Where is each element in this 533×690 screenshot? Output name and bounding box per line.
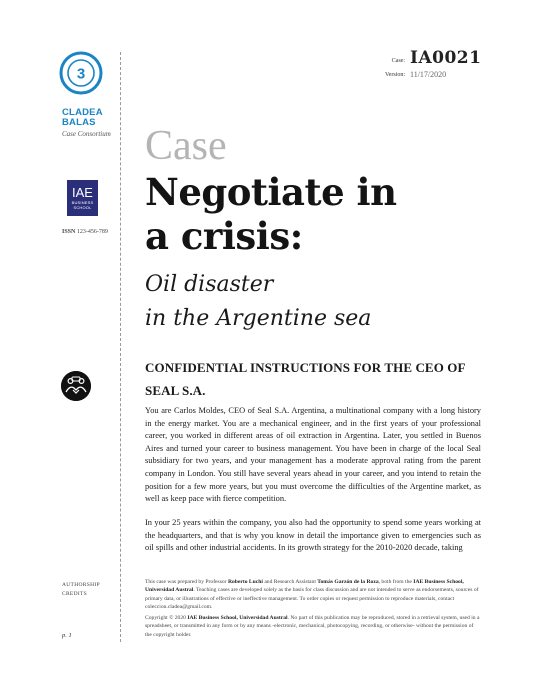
- section-heading-line1: CONFIDENTIAL INSTRUCTIONS FOR THE CEO OF: [145, 360, 466, 375]
- footnote-school: IAE Business School, Universidad Austral: [145, 579, 464, 594]
- copyright-text: . No part of this publication may be reproduced, stored in a retrieval system, used in a spreadsheet, or transmitted in any form or by any means -electronic, mechanical, photocopying, recording, or otherwise- without the permission of the copyright holder.: [145, 615, 480, 638]
- footnote-text: This case was prepared by Professor: [145, 579, 228, 585]
- footnote-text: . Teaching cases are developed solely as the basis for class discussion and are not intended to serve as endorsements, sources of primary data, or illustrations of effective or ineffective management. To order copies or request permission to reproduce materials, contact coleccion.cladea@gmail.com.: [145, 587, 479, 611]
- copyright-text: Copyright © 2020: [145, 615, 188, 621]
- footnote-copyright: [145, 614, 481, 639]
- section-heading: [145, 356, 490, 402]
- section-heading-line2: SEAL S.A.: [145, 383, 206, 398]
- body-paragraph-1: You are Carlos Moldes, CEO of Seal S.A. Argentina, a multinational company with a long history in the energy market. You are a mechanical engineer, and in the first years of your professional career, you worked in different areas of oil extraction in Argentina. Later, you settled in Buenos Aires and turned your career to business management. You have been in charge of the local Seal subsidiary for two years, and your management has a moderate approval rating from the parent company in London. You still have several years ahead in your career, and you intend to retain the position for a few more years, but you must overcome the difficulties of the Argentine market, as well as keep pace with fierce competition.: [145, 406, 481, 504]
- iae-logo: [67, 180, 98, 216]
- footnote-assistant: Tomás Garzón de la Roza: [317, 579, 379, 585]
- page-title: [145, 170, 397, 258]
- case-word: Case: [145, 123, 227, 169]
- page-number: p. 1: [62, 632, 72, 639]
- cladea-subtitle: Case Consortium: [62, 130, 111, 138]
- issn-label: ISSN: [62, 229, 76, 235]
- authorship-credits: [62, 581, 100, 599]
- cladea-line2: BALAS: [62, 117, 96, 128]
- cladea-name: [62, 108, 103, 128]
- subtitle-line2: in the Argentine sea: [145, 306, 372, 331]
- svg-text:3: 3: [76, 65, 86, 83]
- sidebar-divider: [120, 52, 121, 642]
- title-line2: a crisis:: [145, 214, 303, 258]
- negotiation-icon: [61, 371, 91, 401]
- iae-line1: IAE: [72, 185, 93, 200]
- case-code-label: Case:: [391, 58, 405, 64]
- cladea-line1: CLADEA: [62, 107, 103, 118]
- body-paragraph-2: In your 25 years within the company, you also had the opportunity to spend some years working at the headquarters, and that is why you know in detail the importance given to emergencies such as oil spills and other industrial accidents. In its growth strategy for the 2010-2020 decade, taking: [145, 518, 481, 553]
- issn-value: 123-456-789: [76, 229, 108, 235]
- copyright-school: IAE Business School, Universidad Austral: [187, 615, 288, 621]
- iae-line2: BUSINESS: [71, 200, 94, 205]
- cladea-logo-icon: [58, 50, 104, 96]
- footnote-preparation: [145, 578, 481, 612]
- version-label: Version:: [385, 72, 405, 78]
- subtitle-line1: Oil disaster: [145, 272, 274, 297]
- authorship-line1: AUTHORSHIP: [62, 582, 100, 588]
- iae-line3: SCHOOL: [73, 205, 92, 210]
- version-date: 11/17/2020: [410, 70, 447, 79]
- title-line1: Negotiate in: [145, 170, 397, 214]
- case-code: IA0021: [410, 48, 482, 68]
- issn: [62, 229, 108, 235]
- page-subtitle: [145, 268, 371, 336]
- authorship-line2: CREDITS: [62, 591, 88, 597]
- footnote-professor: Roberto Luchi: [227, 579, 263, 585]
- footnote-text: and Research Assistant: [262, 579, 318, 585]
- footnote-text: , both from the: [378, 579, 414, 585]
